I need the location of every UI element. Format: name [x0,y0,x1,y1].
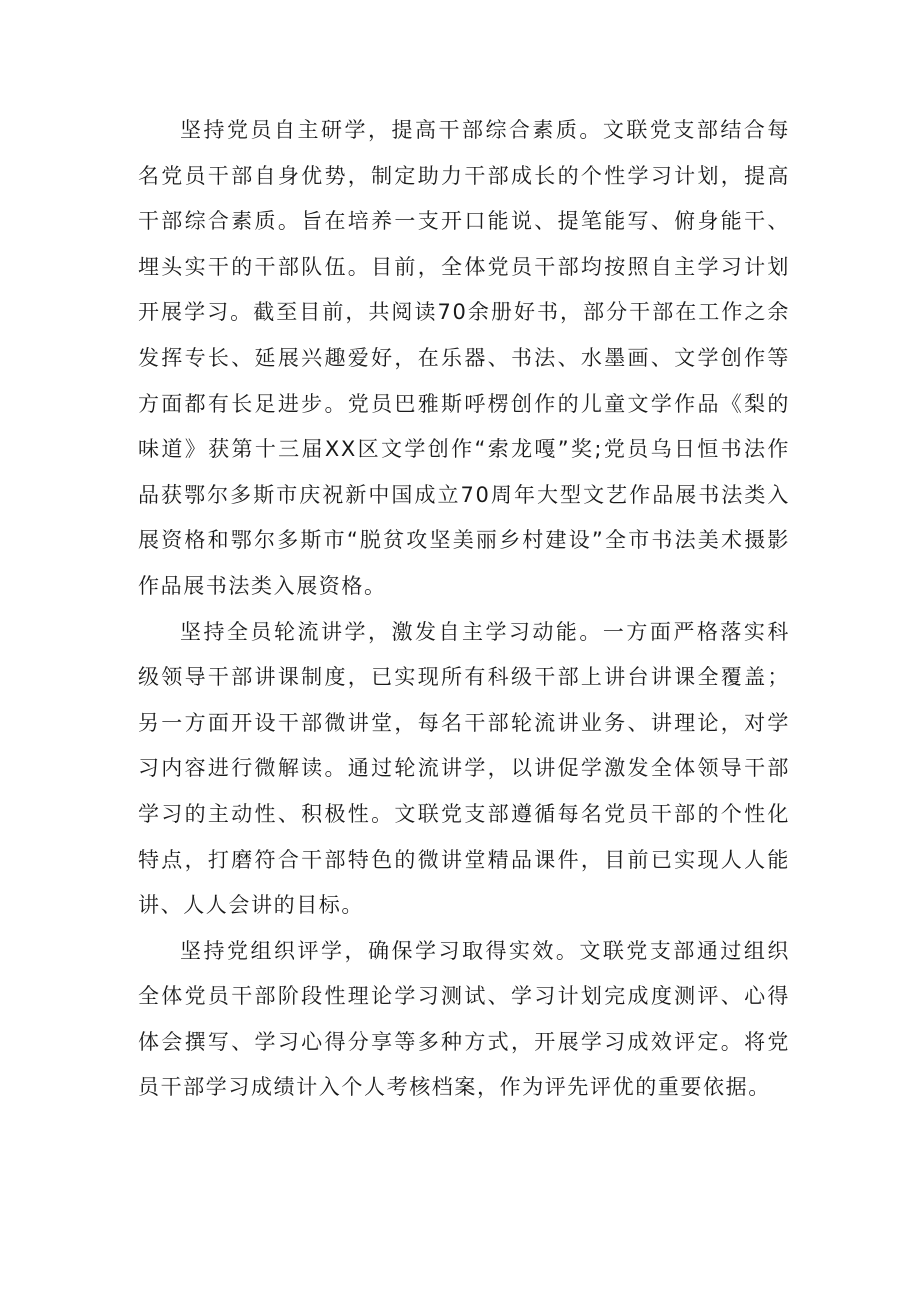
document-body [138,108,790,1111]
paragraph-self-study: 坚持党员自主研学，提高干部综合素质。文联党支部结合每名党员干部自身优势，制定助力干部成长的个性学习计划，提高干部综合素质。旨在培养一支开口能说、提笔能写、俯身能干、埋头实干的干部队伍。目前，全体党员干部均按照自主学习计划开展学习。截至目前，共阅读70余册好书，部分干部在工作之余发挥专长、延展兴趣爱好，在乐器、书法、水墨画、文学创作等方面都有长足进步。党员巴雅斯呼楞创作的儿童文学作品《梨的味道》获第十三届XX区文学创作“索龙嘎”奖;党员乌日恒书法作品获鄂尔多斯市庆祝新中国成立70周年大型文艺作品展书法类入展资格和鄂尔多斯市“脱贫攻坚美丽乡村建设”全市书法美术摄影作品展书法类入展资格。 [138,118,790,598]
paragraph-party-evaluation: 坚持党组织评学，确保学习取得实效。文联党支部通过组织全体党员干部阶段性理论学习测试、学习计划完成度测评、心得体会撰写、学习心得分享等多种方式，开展学习成效评定。将党员干部学习成绩计入个人考核档案，作为评先评优的重要依据。 [138,938,790,1100]
paragraph-rotating-lectures: 坚持全员轮流讲学，激发自主学习动能。一方面严格落实科级领导干部讲课制度，已实现所有科级干部上讲台讲课全覆盖；另一方面开设干部微讲堂，每名干部轮流讲业务、讲理论，对学习内容进行微解读。通过轮流讲学，以讲促学激发全体领导干部学习的主动性、积极性。文联党支部遵循每名党员干部的个性化特点，打磨符合干部特色的微讲堂精品课件，目前已实现人人能讲、人人会讲的目标。 [138,619,790,918]
